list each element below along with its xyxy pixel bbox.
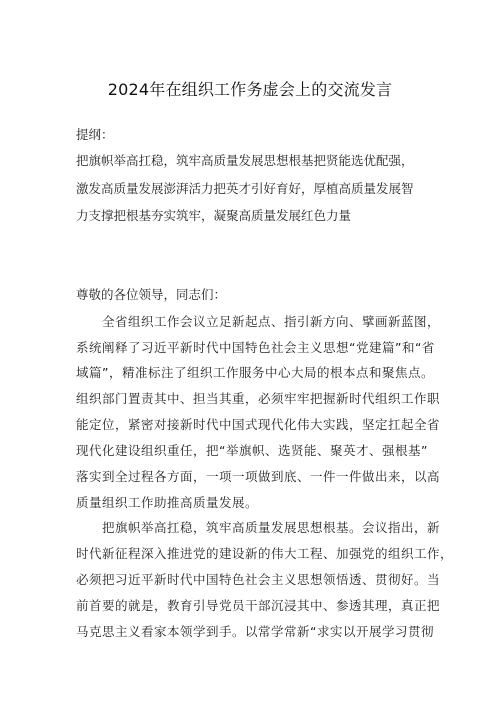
outline-label: 提纲： — [76, 127, 114, 142]
page-title: 2024年在组织工作务虚会上的交流发言 — [107, 80, 393, 99]
paragraph2-line-5: 马克思主义看家本领学到手。以常学常新“求实以开展学习贯彻 — [76, 624, 434, 639]
paragraph1-line-2: 系统阐释了习近平新时代中国特色社会主义思想“党建篇”和“省 — [76, 340, 435, 355]
greeting: 尊敬的各位领导，同志们： — [76, 287, 227, 302]
paragraph1-line-7: 落实到全过程各方面，一项一项做到底、一件一件做出来，以高 — [76, 469, 441, 484]
outline-line-1: 把旗帜举高扛稳，筑牢高质量发展思想根基把贤能选优配强， — [76, 153, 414, 168]
paragraph1-line-3: 域篇”，精准标注了组织工作服务中心大局的根本点和聚焦点。 — [76, 365, 434, 380]
paragraph2-line-1: 把旗帜举高扛稳，筑牢高质量发展思想根基。会议指出，新 — [102, 520, 441, 535]
paragraph2-line-4: 前首要的就是，教育引导党员干部沉浸其中、参透其理，真正把 — [76, 598, 441, 613]
paragraph1-line-1: 全省组织工作会议立足新起点、指引新方向、擘画新蓝图， — [102, 314, 441, 329]
paragraph1-line-4: 组织部门置责其中、担当其重，必须牢牢把握新时代组织工作职 — [76, 391, 441, 406]
paragraph2-line-2: 时代新征程深入推进党的建设新的伟大工程、加强党的组织工作， — [76, 546, 454, 561]
paragraph1-line-6: 现代化建设组织重任，把“举旗帜、选贤能、聚英才、强根基” — [76, 443, 428, 458]
outline-line-3: 力支撑把根基夯实筑牢，凝聚高质量发展红色力量 — [76, 208, 352, 223]
paragraph1-line-8: 质量组织工作助推高质量发展。 — [76, 495, 259, 510]
paragraph2-line-3: 必须把习近平新时代中国特色社会主义思想领悟透、贯彻好。当 — [76, 572, 441, 587]
outline-line-2: 激发高质量发展澎湃活力把英才引好育好，厚植高质量发展智 — [76, 181, 414, 196]
paragraph1-line-5: 能定位，紧密对接新时代中国式现代化伟大实践，坚定扛起全省 — [76, 417, 441, 432]
